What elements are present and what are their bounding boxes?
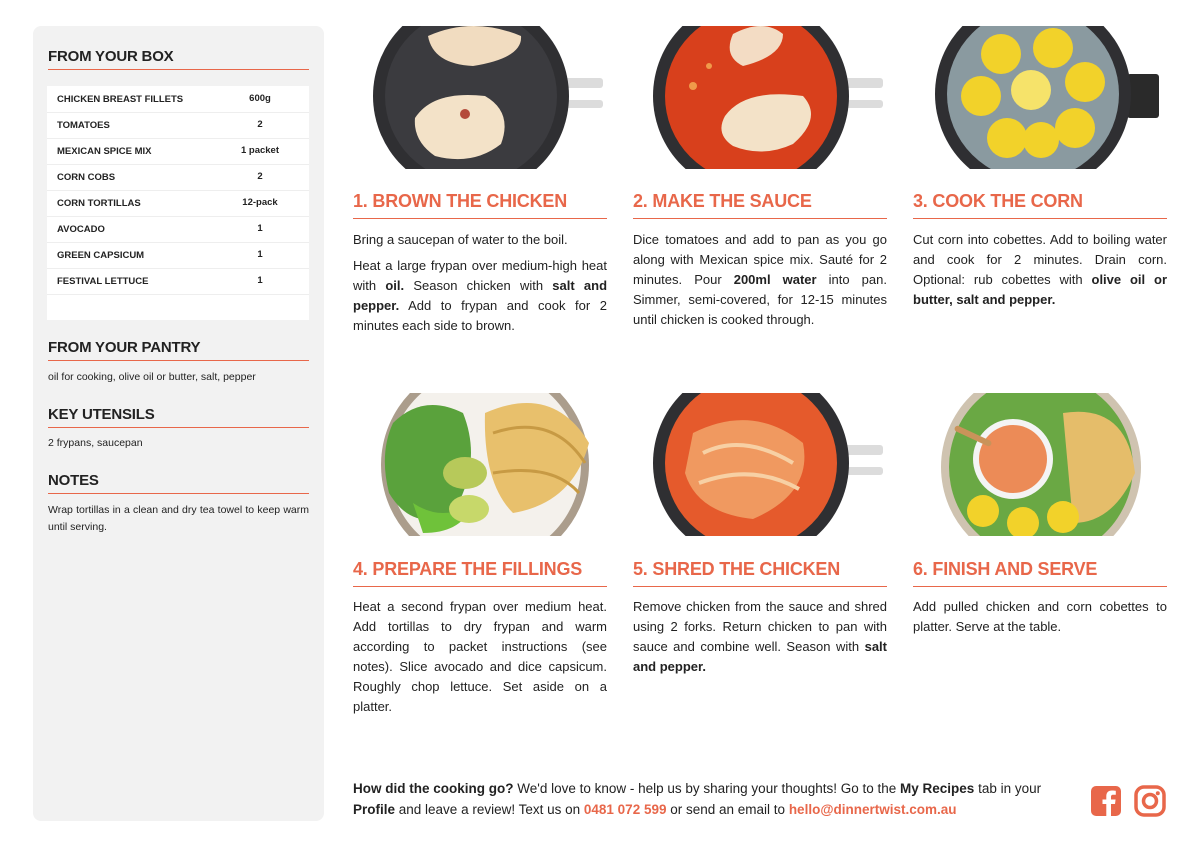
box-ingredients-table	[47, 86, 309, 320]
step-1-title: 1. BROWN THE CHICKEN	[353, 191, 607, 219]
table-row: CORN TORTILLAS 12-pack	[47, 190, 309, 217]
from-your-pantry-title: FROM YOUR PANTRY	[48, 339, 309, 361]
step-3-photo	[913, 26, 1167, 169]
table-row: CORN COBS 2	[47, 164, 309, 191]
phone-link[interactable]: 0481 072 599	[583, 802, 667, 817]
step-4-instructions: Heat a second frypan over medium heat. Add tortillas to dry frypan and warm according to packet instructions (see notes). Slice avocado and dice capsicum. Roughly chop lettuce. Set aside on a platter.	[353, 599, 607, 714]
step-2-photo	[633, 26, 887, 169]
notes-text: Wrap tortillas in a clean and dry tea towel to keep warm until serving.	[48, 504, 309, 533]
step-4-title: 4. PREPARE THE FILLINGS	[353, 559, 607, 587]
step-3-instructions: Cut corn into cobettes. Add to boiling water and cook for 2 minutes. Drain corn. Optional: rub cobettes with olive oil or butter, salt and pepper.	[913, 232, 1167, 307]
table-row: CHICKEN BREAST FILLETS 600g	[47, 86, 309, 113]
step-2-title: 2. MAKE THE SAUCE	[633, 191, 887, 219]
utensils-text: 2 frypans, saucepan	[48, 437, 143, 449]
table-row: GREEN CAPSICUM 1	[47, 242, 309, 269]
ingredients-sidebar	[33, 26, 324, 821]
step-3-title: 3. COOK THE CORN	[913, 191, 1167, 219]
step-6-title: 6. FINISH AND SERVE	[913, 559, 1167, 587]
step-6-instructions: Add pulled chicken and corn cobettes to platter. Serve at the table.	[913, 599, 1167, 634]
facebook-icon[interactable]	[1090, 785, 1122, 817]
step-1-photo	[353, 26, 607, 169]
step-5-title: 5. SHRED THE CHICKEN	[633, 559, 887, 587]
step-6-photo	[913, 393, 1167, 536]
notes-title: NOTES	[48, 472, 309, 494]
table-row: FESTIVAL LETTUCE 1	[47, 268, 309, 295]
table-row: MEXICAN SPICE MIX 1 packet	[47, 138, 309, 165]
step-4-photo	[353, 393, 607, 536]
instagram-icon[interactable]	[1134, 785, 1166, 817]
email-link[interactable]: hello@dinnertwist.com.au	[788, 802, 957, 817]
step-5-photo	[633, 393, 887, 536]
step-1-instructions: Bring a saucepan of water to the boil. Heat a large frypan over medium-high heat with oil. Season chicken with salt and pepper. Add to frypan and cook for 2 minutes each side to brown.	[353, 232, 608, 333]
table-row: TOMATOES 2	[47, 112, 309, 139]
step-5-instructions: Remove chicken from the sauce and shred using 2 forks. Return chicken to pan with sauce and combine well. Season with salt and pepper.	[633, 599, 887, 674]
feedback-footer: How did the cooking go? We'd love to know - help us by sharing your thoughts! Go to the My Recipes tab in your Profile and leave a review! Text us on 0481 072 599 or send an email to hello@dinnertwist.com.au	[353, 781, 1042, 817]
table-row: AVOCADO 1	[47, 216, 309, 243]
key-utensils-title: KEY UTENSILS	[48, 406, 309, 428]
step-2-instructions: Dice tomatoes and add to pan as you go along with Mexican spice mix. Sauté for 2 minutes. Pour 200ml water into pan. Simmer, semi-covered, for 12-15 minutes until chicken is cooked through.	[633, 232, 887, 327]
pantry-text: oil for cooking, olive oil or butter, salt, pepper	[48, 371, 256, 383]
from-your-box-title: FROM YOUR BOX	[48, 48, 309, 70]
